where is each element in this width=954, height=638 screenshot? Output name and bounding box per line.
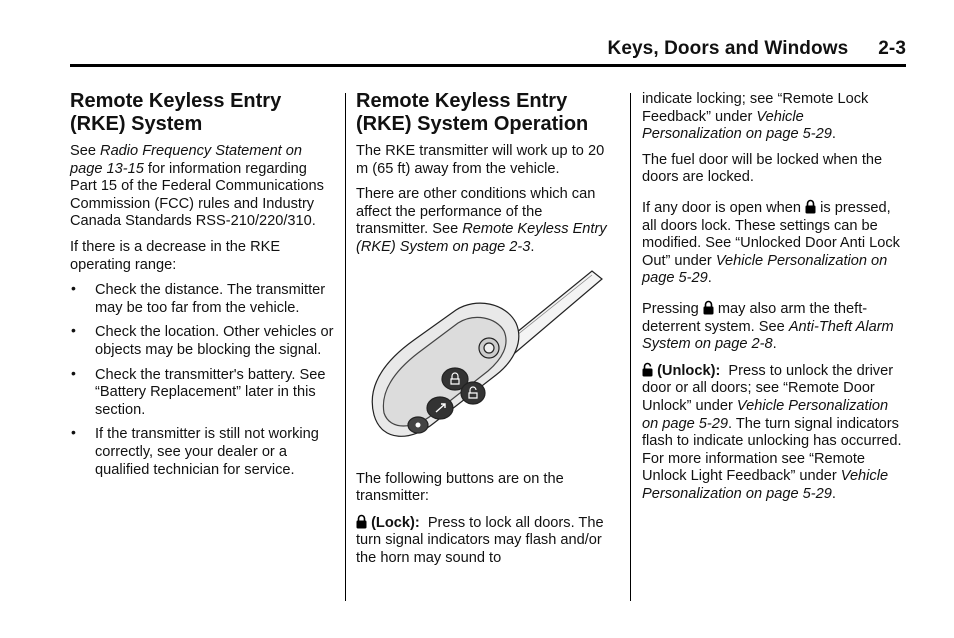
text: for information regarding Part 15 of the Federal Communications Commission (FCC) rules and Industry Canada Standards RSS-210/220/310. — [70, 160, 324, 230]
key-fob-illustration — [356, 265, 606, 465]
unlock-button-paragraph — [642, 362, 904, 504]
troubleshooting-list — [70, 282, 335, 479]
lock-label: (Lock): — [371, 514, 420, 531]
header-rule — [70, 64, 906, 67]
column-divider-2 — [630, 93, 631, 601]
text: Press to unlock the driver door or all doors; see “Remote Door Unlock” under — [642, 362, 898, 414]
lock-icon — [356, 514, 367, 529]
cross-reference: Remote Keyless Entry (RKE) System on page 2-3 — [356, 221, 607, 255]
text: . — [831, 485, 836, 502]
text: If any door is open when — [642, 199, 806, 216]
text: Pressing — [642, 300, 703, 317]
text: indicate locking; see “Remote Lock Feedback” under — [642, 91, 869, 125]
lock-button-paragraph — [356, 514, 616, 568]
unlock-icon — [642, 362, 653, 377]
lock-feedback-paragraph — [642, 91, 904, 144]
unlock-label: (Unlock): — [657, 362, 721, 379]
cross-reference: Vehicle Personalization on page 5-29 — [642, 252, 888, 287]
heading-line: (RKE) System — [70, 113, 203, 135]
list-item: • Check the location. Other vehicles or objects may be blocking the signal. — [70, 324, 335, 359]
text: See — [70, 143, 101, 159]
running-head — [608, 38, 906, 60]
cross-reference: Vehicle Personalization on page 5-29 — [642, 108, 832, 143]
buttons-intro-paragraph: The following buttons are on the transmitter: — [356, 470, 564, 505]
cross-reference: Anti-Theft Alarm System on page 2-8 — [642, 318, 894, 353]
conditions-paragraph — [356, 186, 616, 256]
text: is pressed, all doors lock. These settings can be modified. See “Unlocked Door Anti Lock Out” under — [642, 199, 900, 269]
section-title: Keys, Doors and Windows — [607, 38, 849, 59]
lock-icon — [805, 199, 816, 214]
list-item: • Check the distance. The transmitter may be too far from the vehicle. — [70, 282, 335, 317]
cross-reference: Vehicle Personalization on page 5-29 — [642, 468, 889, 502]
list-item: • Check the transmitter's battery. See “Battery Replacement” later in this section. — [70, 367, 335, 420]
heading-line: Remote Keyless Entry — [70, 90, 282, 112]
column-1 — [70, 90, 335, 486]
text: . — [707, 270, 712, 287]
page-header — [70, 38, 906, 62]
text: There are other conditions which can affect the performance of the transmitter. See — [356, 186, 596, 238]
heading-line: Remote Keyless Entry — [356, 90, 568, 112]
section-heading-rke-system — [70, 90, 335, 136]
text: . The turn signal indicators flash to indicate unlocking has occurred. For more information see “Remote Unlock Light Feedback” under — [642, 415, 902, 485]
cross-reference: Radio Frequency Statement on page 13-15 — [70, 143, 303, 177]
column-divider-1 — [345, 93, 346, 601]
list-item: • If the transmitter is still not working correctly, see your dealer or a qualified technician for service. — [70, 426, 335, 479]
cross-reference: Vehicle Personalization on page 5-29 — [642, 397, 889, 432]
text: . — [772, 336, 777, 353]
range-decrease-paragraph: If there is a decrease in the RKE operating range: — [70, 238, 281, 273]
page-number: 2-3 — [878, 38, 906, 59]
text: . — [831, 126, 836, 143]
range-paragraph: The RKE transmitter will work up to 20 m (65 ft) away from the vehicle. — [356, 143, 605, 177]
heading-line: (RKE) System Operation — [356, 113, 589, 135]
column-3 — [642, 91, 904, 511]
door-open-paragraph — [642, 199, 904, 288]
column-2 — [356, 90, 616, 576]
theft-deterrent-paragraph — [642, 300, 904, 354]
text: Press to lock all doors. The turn signal indicators may flash and/or the horn may sound to — [356, 514, 608, 566]
radio-frequency-paragraph — [70, 143, 335, 231]
section-heading-rke-operation — [356, 90, 616, 136]
fuel-door-paragraph: The fuel door will be locked when the doors are locked. — [642, 151, 883, 186]
lock-icon — [703, 300, 714, 315]
text: . — [530, 238, 535, 255]
text: may also arm the theft-deterrent system. See — [642, 300, 868, 335]
